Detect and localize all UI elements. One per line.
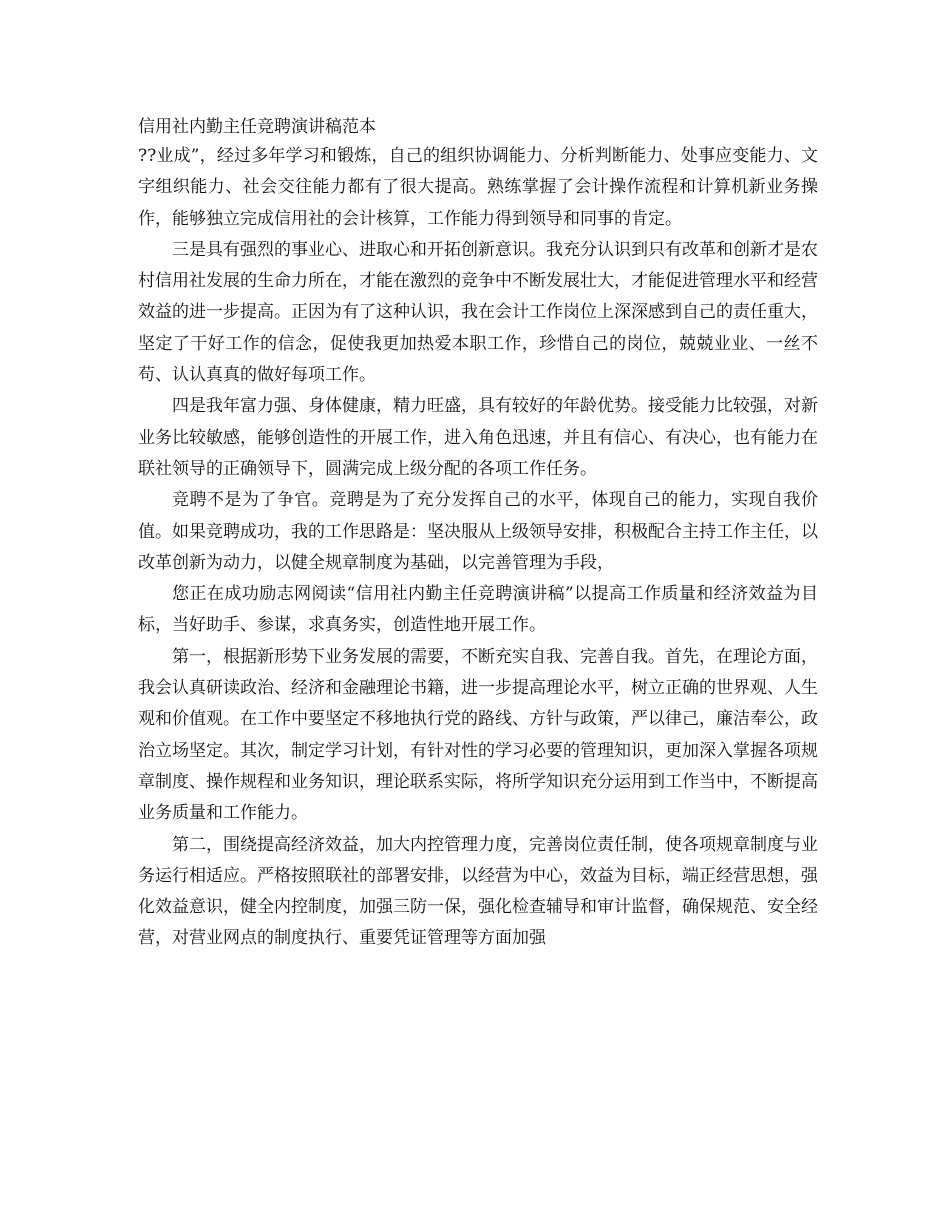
paragraph-1: ??业成”，经过多年学习和锻炼，自己的组织协调能力、分析判断能力、处事应变能力、文字组织能力、社会交往能力都有了很大提高。熟练掌握了会计操作流程和计算机新业务操作，能够独立完成信用社的会计核算，工作能力得到领导和同事的肯定。 (138, 146, 818, 229)
paragraph-4: 竞聘不是为了争官。竞聘是为了充分发挥自己的水平，体现自己的能力，实现自我价值。如果竞聘成功，我的工作思路是：坚决服从上级领导安排，积极配合主持工作主任，以改革创新为动力，以健全规章制度为基础，以完善管理为手段， (138, 490, 818, 573)
document-body (138, 141, 818, 955)
document-page (138, 113, 818, 955)
paragraph-7: 第二，围绕提高经济效益，加大内控管理力度，完善岗位责任制，使各项规章制度与业务运行相适应。严格按照联社的部署安排，以经营为中心，效益为目标，端正经营思想，强化效益意识，健全内控制度，加强三防一保，强化检查辅导和审计监督，确保规范、安全经营，对营业网点的制度执行、重要凭证管理等方面加强 (138, 834, 818, 949)
paragraph-3: 四是我年富力强、身体健康，精力旺盛，具有较好的年龄优势。接受能力比较强，对新业务比较敏感，能够创造性的开展工作，进入角色迅速，并且有信心、有决心，也有能力在联社领导的正确领导下，圆满完成上级分配的各项工作任务。 (138, 396, 818, 479)
document-title: 信用社内勤主任竞聘演讲稿范本 (138, 117, 376, 137)
paragraph-5: 您正在成功励志网阅读“信用社内勤主任竞聘演讲稿”以提高工作质量和经济效益为目标，当好助手、参谋，求真务实，创造性地开展工作。 (138, 584, 818, 636)
paragraph-6: 第一，根据新形势下业务发展的需要，不断充实自我、完善自我。首先，在理论方面，我会认真研读政治、经济和金融理论书籍，进一步提高理论水平，树立正确的世界观、人生观和价值观。在工作中要坚定不移地执行党的路线、方针与政策，严以律己，廉洁奉公，政治立场坚定。其次，制定学习计划，有针对性的学习必要的管理知识，更加深入掌握各项规章制度、操作规程和业务知识，理论联系实际，将所学知识充分运用到工作当中，不断提高业务质量和工作能力。 (138, 646, 818, 824)
paragraph-2: 三是具有强烈的事业心、进取心和开拓创新意识。我充分认识到只有改革和创新才是农村信用社发展的生命力所在，才能在激烈的竞争中不断发展壮大，才能促进管理水平和经营效益的进一步提高。正因为有了这种认识，我在会计工作岗位上深深感到自己的责任重大，坚定了干好工作的信念，促使我更加热爱本职工作，珍惜自己的岗位，兢兢业业、一丝不苟、认认真真的做好每项工作。 (138, 239, 818, 386)
